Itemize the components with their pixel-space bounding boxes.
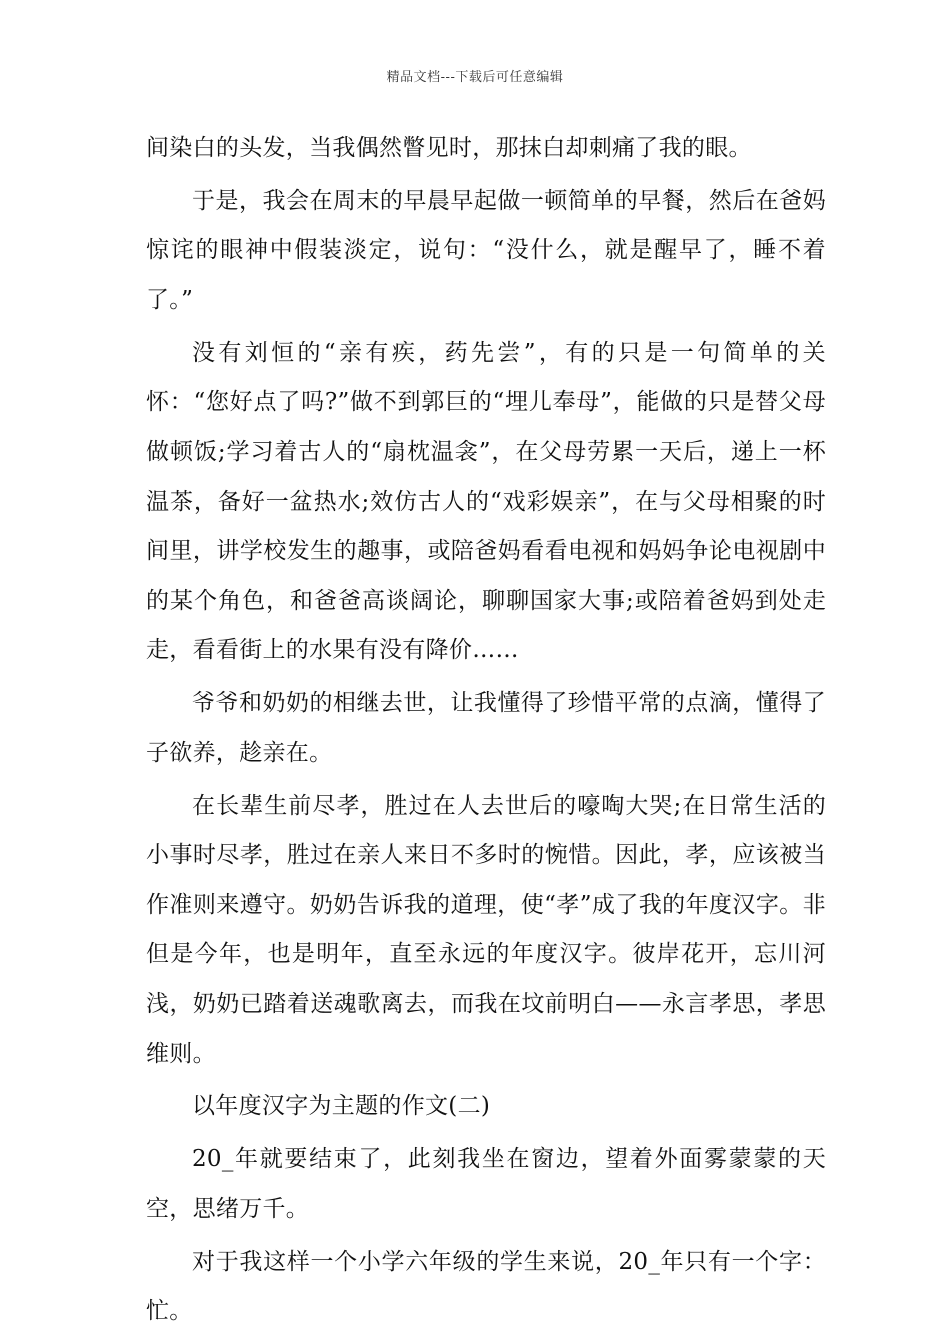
paragraph-year-end: 20_年就要结束了，此刻我坐在窗边，望着外面雾蒙蒙的天空，思绪万千。 [146,1146,826,1222]
paragraph-breakfast: 于是，我会在周末的早晨早起做一顿简单的早餐，然后在爸妈惊诧的眼神中假装淡定，说句：“没什么，就是醒早了，睡不着了。” [146,187,826,313]
page-header: 精品文档---下载后可任意编辑 [386,70,564,85]
section-heading: 以年度汉字为主题的作文(二) [192,1093,491,1120]
paragraph-grandparents: 爷爷和奶奶的相继去世，让我懂得了珍惜平常的点滴，懂得了子欲养，趁亲在。 [146,690,826,766]
paragraph-conclusion: 在长辈生前尽孝，胜过在人去世后的嚎啕大哭;在日常生活的小事时尽孝，胜过在亲人来日不多时的惋惜。因此，孝，应该被当作准则来遵守。奶奶告诉我的道理，使“孝”成了我的年度汉字。非但是今年，也是明年，直至永远的年度汉字。彼岸花开，忘川河浅，奶奶已踏着送魂歌离去，而我在坟前明白——永言孝思，孝思维则。 [146,792,826,1067]
paragraph-busy: 对于我这样一个小学六年级的学生来说，20_年只有一个字：忙。 [146,1248,826,1325]
document-body [146,124,826,1340]
paragraph-filial-examples: 没有刘恒的“亲有疾，药先尝”，有的只是一句简单的关怀：“您好点了吗?”做不到郭巨的“埋儿奉母”，能做的只是替父母做顿饭;学习着古人的“扇枕温衾”，在父母劳累一天后，递上一杯温茶，备好一盆热水;效仿古人的“戏彩娱亲”，在与父母相聚的时间里，讲学校发生的趣事，或陪爸妈看看电视和妈妈争论电视剧中的某个角色，和爸爸高谈阔论，聊聊国家大事;或陪着爸妈到处走走，看看街上的水果有没有降价…… [146,339,826,664]
paragraph-continuation: 间染白的头发，当我偶然瞥见时，那抹白却刺痛了我的眼。 [146,135,752,161]
